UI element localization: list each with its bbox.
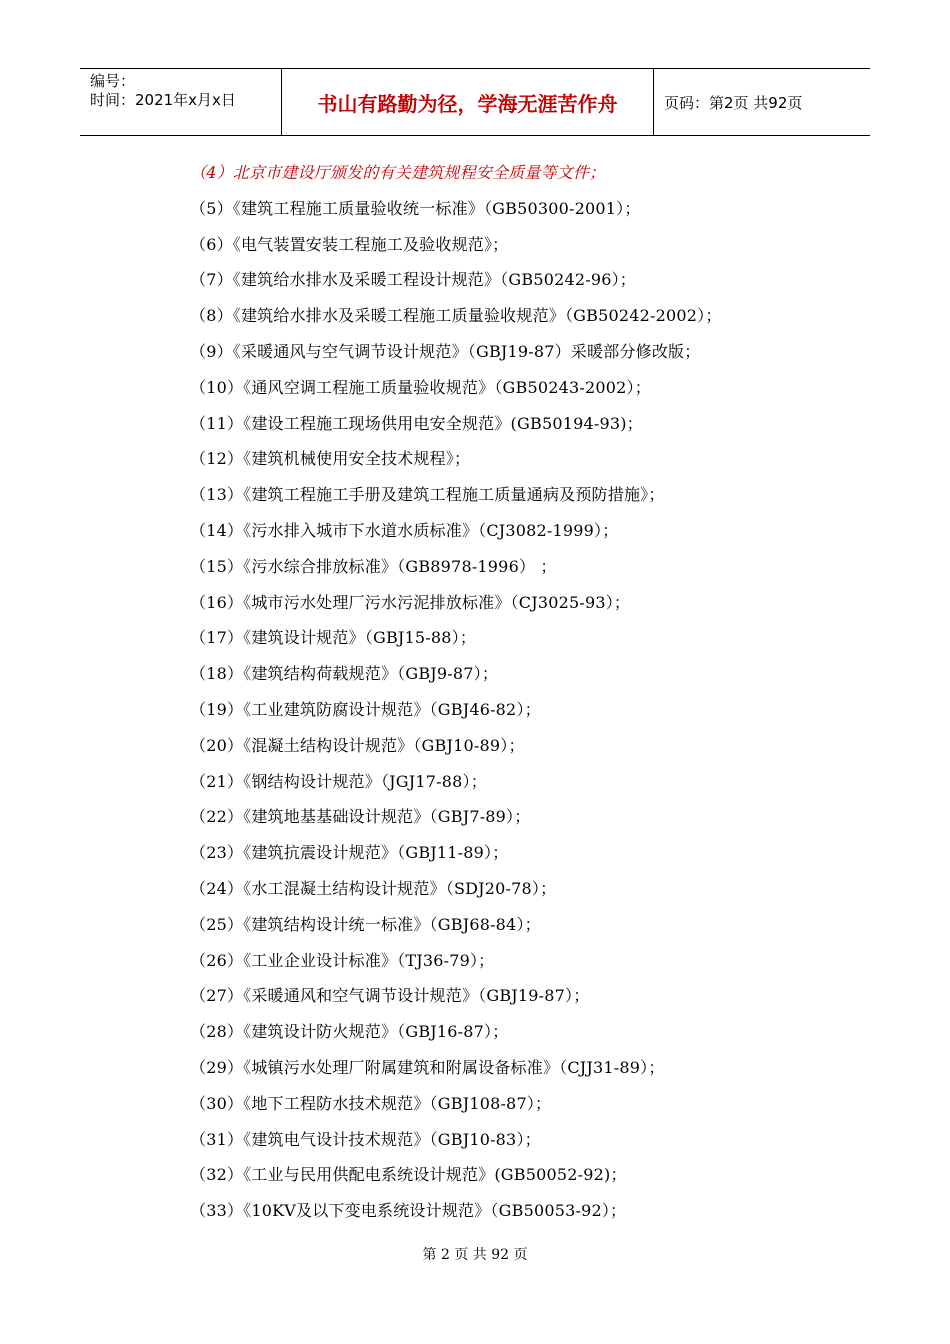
list-item: （30）《地下工程防水技术规范》（GBJ108-87）； — [190, 1093, 552, 1113]
page-footer: 第 2 页 共 92 页 — [422, 1247, 528, 1263]
list-item: （7）《建筑给水排水及采暖工程设计规范》（GB50242-96）； — [190, 270, 636, 290]
list-item: （16）《城市污水处理厂污水污泥排放标准》（CJ3025-93）； — [190, 592, 631, 612]
list-item: （21）《钢结构设计规范》（JGJ17-88）； — [190, 771, 487, 791]
header-right-cell — [654, 69, 870, 135]
list-item: （5）《建筑工程施工质量验收统一标准》（GB50300-2001）； — [190, 198, 641, 218]
list-item: （17）《建筑设计规范》（GBJ15-88）； — [190, 628, 477, 648]
list-item: （25）《建筑结构设计统一标准》（GBJ68-84）； — [190, 914, 541, 934]
list-item: （10）《通风空调工程施工质量验收规范》（GB50243-2002）； — [190, 377, 651, 397]
list-item: （6）《电气装置安装工程施工及验收规范》； — [190, 234, 509, 254]
list-item: （23）《建筑抗震设计规范》（GBJ11-89）； — [190, 843, 509, 863]
list-item: （32）《工业与民用供配电系统设计规范》(GB50052-92)； — [190, 1165, 627, 1185]
list-item: （9）《采暖通风与空气调节设计规范》（GBJ19-87）采暖部分修改版； — [190, 341, 701, 361]
list-item: （31）《建筑电气设计技术规范》（GBJ10-83）； — [190, 1129, 541, 1149]
page-header — [80, 68, 870, 136]
list-item: （29）《城镇污水处理厂附属建筑和附属设备标准》（CJJ31-89）； — [190, 1057, 665, 1077]
list-item: （22）《建筑地基基础设计规范》（GBJ7-89）； — [190, 807, 531, 827]
header-motto: 书山有路勤为径，学海无涯苦作舟 — [317, 92, 618, 116]
list-item: （15）《污水综合排放标准》（GB8978-1996） ； — [190, 556, 557, 576]
list-item: （24）《水工混凝土结构设计规范》（SDJ20-78）； — [190, 878, 557, 898]
list-item: （27）《采暖通风和空气调节设计规范》（GBJ19-87）； — [190, 986, 590, 1006]
header-page-info: 页码：第2页 共92页 — [664, 94, 803, 112]
list-item: （33）《10KV及以下变电系统设计规范》（GB50053-92）； — [190, 1201, 627, 1221]
document-code-label: 编号： — [90, 72, 136, 90]
header-middle-cell — [282, 69, 654, 135]
list-item: （19）《工业建筑防腐设计规范》（GBJ46-82）； — [190, 699, 541, 719]
list-item: （4）北京市建设厅颁发的有关建筑规程安全质量等文件； — [190, 163, 606, 182]
list-item: （8）《建筑给水排水及采暖工程施工质量验收规范》（GB50242-2002）； — [190, 306, 722, 326]
list-item: （13）《建筑工程施工手册及建筑工程施工质量通病及预防措施》； — [190, 485, 665, 505]
list-item: （14）《污水排入城市下水道水质标准》（CJ3082-1999）； — [190, 520, 619, 540]
list-item: （20）《混凝土结构设计规范》（GBJ10-89）； — [190, 735, 525, 755]
list-item: （28）《建筑设计防火规范》（GBJ16-87）； — [190, 1022, 509, 1042]
list-item: （11）《建设工程施工现场供用电安全规范》(GB50194-93)； — [190, 413, 643, 433]
list-item: （18）《建筑结构荷载规范》（GBJ9-87）； — [190, 664, 499, 684]
header-left-cell — [80, 69, 282, 135]
document-time-label: 时间：2021年x月x日 — [90, 91, 236, 109]
standards-list — [190, 159, 870, 1233]
list-item: （12）《建筑机械使用安全技术规程》； — [190, 449, 471, 469]
list-item: （26）《工业企业设计标准》（TJ36-79）； — [190, 950, 495, 970]
